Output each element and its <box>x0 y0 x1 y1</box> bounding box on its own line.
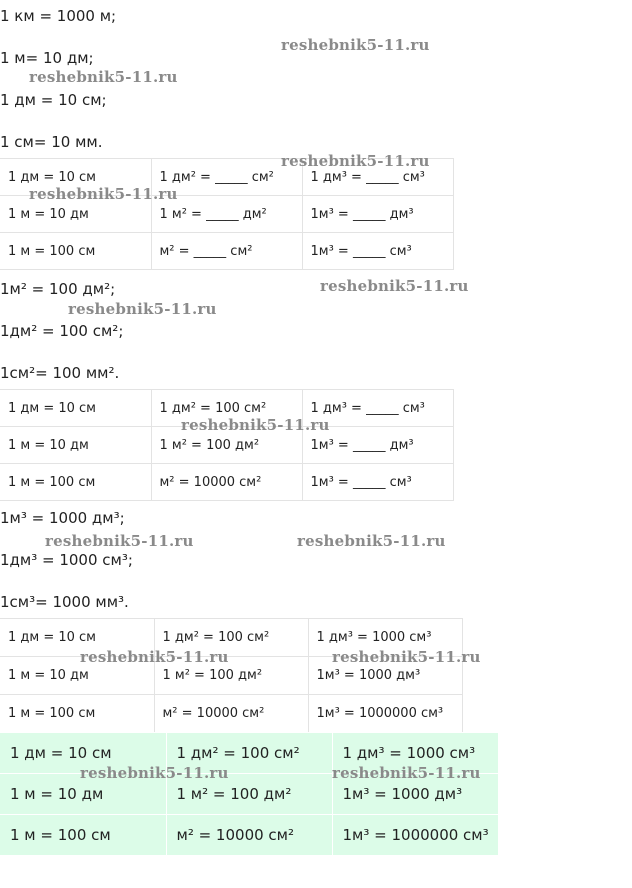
answer-table-highlighted <box>0 732 499 856</box>
table-cell: м² = 10000 см² <box>151 464 302 501</box>
table-cell: 1 дм = 10 см <box>0 619 154 657</box>
table-cell: 1 м = 10 дм <box>0 196 151 233</box>
text-line: 1 м= 10 дм; <box>0 49 94 67</box>
table-cell: 1 дм² = 100 см² <box>154 619 308 657</box>
table-cell: 1 дм³ = _____ см³ <box>302 159 453 196</box>
watermark: reshebnik5-11.ru <box>297 532 446 550</box>
table-cell: 1м³ = 1000 дм³ <box>308 657 462 695</box>
table-cell: 1 м² = _____ дм² <box>151 196 302 233</box>
units-table-complete <box>0 618 463 733</box>
table-cell: 1м³ = _____ дм³ <box>302 196 453 233</box>
table-cell: 1 м = 100 см <box>0 464 151 501</box>
table-cell: 1м³ = 1000000 см³ <box>308 695 462 733</box>
table-cell: 1 дм = 10 см <box>0 159 151 196</box>
watermark: reshebnik5-11.ru <box>68 300 217 318</box>
table-cell: 1 дм³ = 1000 см³ <box>308 619 462 657</box>
text-line: 1дм² = 100 см²; <box>0 322 124 340</box>
table-cell: 1 м = 10 дм <box>0 427 151 464</box>
text-line: 1 дм = 10 см; <box>0 91 107 109</box>
units-table-blank <box>0 158 454 270</box>
table-cell: 1м³ = 1000000 см³ <box>332 815 498 856</box>
table-cell: 1 дм = 10 см <box>0 390 151 427</box>
table-cell: м² = 10000 см² <box>166 815 332 856</box>
table-cell: 1м³ = 1000 дм³ <box>332 774 498 815</box>
table-cell: 1 м = 100 см <box>0 233 151 270</box>
watermark: reshebnik5-11.ru <box>181 416 330 434</box>
text-line: 1м³ = 1000 дм³; <box>0 509 125 527</box>
watermark: reshebnik5-11.ru <box>29 185 178 203</box>
text-line: 1дм³ = 1000 см³; <box>0 551 133 569</box>
watermark: reshebnik5-11.ru <box>80 764 229 782</box>
table-cell: 1 м = 100 см <box>0 815 166 856</box>
table-cell: м² = _____ см² <box>151 233 302 270</box>
table-cell: м² = 10000 см² <box>154 695 308 733</box>
watermark: reshebnik5-11.ru <box>29 68 178 86</box>
table-cell: 1м³ = _____ см³ <box>302 233 453 270</box>
text-line: 1см²= 100 мм². <box>0 364 120 382</box>
table-cell: 1 м² = 100 дм² <box>166 774 332 815</box>
watermark: reshebnik5-11.ru <box>45 532 194 550</box>
text-line: 1см³= 1000 мм³. <box>0 593 129 611</box>
table-cell: 1 дм³ = _____ см³ <box>302 390 453 427</box>
table-cell: 1 дм = 10 см <box>0 733 166 774</box>
watermark: reshebnik5-11.ru <box>332 648 481 666</box>
watermark: reshebnik5-11.ru <box>332 764 481 782</box>
table-cell: 1 м = 100 см <box>0 695 154 733</box>
table-cell: 1 дм³ = 1000 см³ <box>332 733 498 774</box>
table-cell: 1 дм² = 100 см² <box>166 733 332 774</box>
table-cell: 1 дм² = _____ см² <box>151 159 302 196</box>
text-line: 1м² = 100 дм²; <box>0 280 116 298</box>
table-cell: 1 дм² = 100 см² <box>151 390 302 427</box>
table-cell: 1м³ = _____ см³ <box>302 464 453 501</box>
text-line: 1 км = 1000 м; <box>0 7 117 25</box>
table-cell: 1 м = 10 дм <box>0 657 154 695</box>
table-cell: 1 м = 10 дм <box>0 774 166 815</box>
watermark: reshebnik5-11.ru <box>320 277 469 295</box>
watermark: reshebnik5-11.ru <box>281 36 430 54</box>
units-table-partial <box>0 389 454 501</box>
table-cell: 1 м² = 100 дм² <box>151 427 302 464</box>
watermark: reshebnik5-11.ru <box>281 152 430 170</box>
table-cell: 1 м² = 100 дм² <box>154 657 308 695</box>
text-line: 1 см= 10 мм. <box>0 133 103 151</box>
watermark: reshebnik5-11.ru <box>80 648 229 666</box>
table-cell: 1м³ = _____ дм³ <box>302 427 453 464</box>
